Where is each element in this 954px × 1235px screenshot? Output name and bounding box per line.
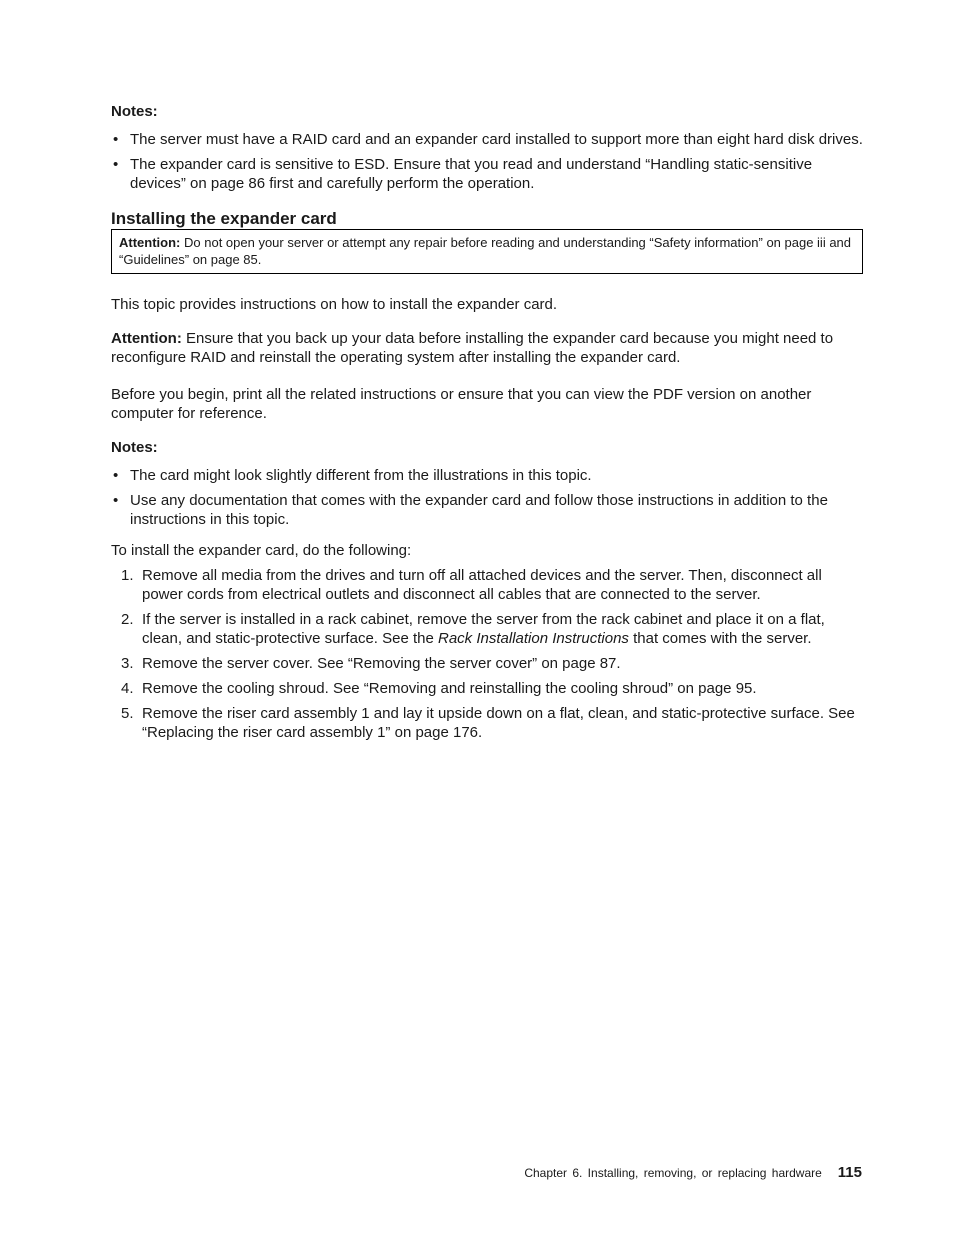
note-text: Use any documentation that comes with the expander card and follow those instructions in addition to the instructions in this topic. — [130, 492, 828, 528]
before-paragraph: Before you begin, print all the related instructions or ensure that you can view the PDF version on another computer for reference. — [111, 386, 812, 422]
notes-heading: Notes: — [111, 103, 158, 120]
notes-list — [111, 466, 863, 529]
attention-paragraph — [111, 329, 863, 367]
step-text — [142, 611, 825, 647]
notes-section-1 — [111, 102, 863, 193]
step-item — [111, 610, 863, 648]
page-footer — [0, 1164, 862, 1182]
bullet-icon: • — [113, 156, 119, 173]
list-item — [111, 130, 863, 149]
step-number: 1. — [121, 567, 134, 584]
notes-list — [111, 130, 863, 193]
steps-intro: To install the expander card, do the following: — [111, 542, 412, 559]
list-item — [111, 466, 863, 485]
step-number: 5. — [121, 705, 134, 722]
note-text: The server must have a RAID card and an expander card installed to support more than eight hard disk drives. — [130, 131, 863, 148]
step-item — [111, 679, 863, 698]
bullet-icon: • — [113, 467, 119, 484]
intro-paragraph: This topic provides instructions on how to install the expander card. — [111, 296, 558, 313]
step-text: Remove the cooling shroud. See “Removing and reinstalling the cooling shroud” on page 95. — [142, 680, 757, 697]
bullet-icon: • — [113, 131, 119, 148]
attention-label: Attention: — [119, 235, 181, 250]
list-item — [111, 155, 863, 193]
document-title: Rack Installation Instructions — [438, 630, 629, 647]
footer-chapter: Chapter 6. Installing, removing, or replacing hardware — [524, 1166, 822, 1180]
note-text: The card might look slightly different from the illustrations in this topic. — [130, 467, 592, 484]
step-item — [111, 704, 863, 742]
page-number: 115 — [837, 1164, 862, 1181]
step-number: 2. — [121, 611, 134, 628]
attention-box — [111, 229, 863, 274]
step-text: Remove all media from the drives and turn off all attached devices and the server. Then, disconnect all power cords from electrical outlets and disconnect all cables that are connected to the server. — [142, 567, 822, 603]
step-text: Remove the server cover. See “Removing the server cover” on page 87. — [142, 655, 621, 672]
step-item — [111, 566, 863, 604]
attention-text: Ensure that you back up your data before installing the expander card because you might need to reconfigure RAID and reinstall the operating system after installing the expander card. — [111, 330, 834, 366]
step-text-pre: If the server is installed in a rack cabinet, remove the server from the rack cabinet and place it on a flat, clean, and static-protective surface. See the — [142, 611, 825, 647]
page-content — [111, 102, 863, 748]
notes-heading: Notes: — [111, 439, 158, 456]
step-item — [111, 654, 863, 673]
step-number: 4. — [121, 680, 134, 697]
list-item — [111, 491, 863, 529]
step-number: 3. — [121, 655, 134, 672]
note-text: The expander card is sensitive to ESD. Ensure that you read and understand “Handling static-sensitive devices” on page 86 first and carefully perform the operation. — [130, 156, 813, 192]
steps-list — [111, 566, 863, 742]
step-text: Remove the riser card assembly 1 and lay it upside down on a flat, clean, and static-protective surface. See “Replacing the riser card assembly 1” on page 176. — [142, 705, 855, 741]
step-text-post: that comes with the server. — [628, 630, 812, 647]
bullet-icon: • — [113, 492, 119, 509]
notes-section-2 — [111, 438, 863, 529]
attention-text: Do not open your server or attempt any repair before reading and understanding “Safety information” on page iii and “Guidelines” on page 85. — [119, 235, 852, 267]
attention-label: Attention: — [111, 330, 182, 347]
section-title: Installing the expander card — [111, 209, 337, 228]
